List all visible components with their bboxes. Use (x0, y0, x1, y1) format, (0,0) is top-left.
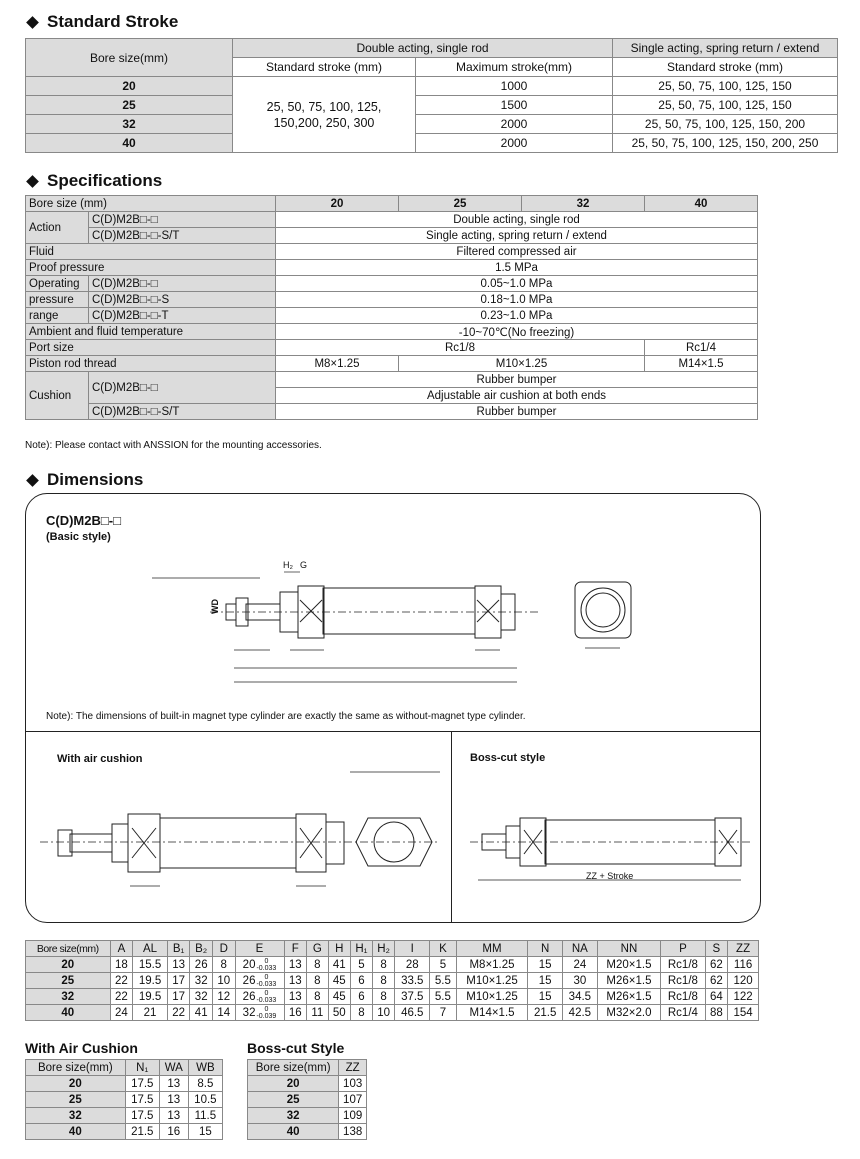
dim-cell-zz: 154 (728, 1005, 759, 1021)
zz-stroke-label: ZZ + Stroke (586, 871, 634, 881)
dim-cell-n: 15 (528, 957, 563, 973)
dim-cell-zz: 116 (728, 957, 759, 973)
dim-cell-h: 45 (328, 989, 351, 1005)
air-cushion-header: WA (159, 1060, 188, 1076)
stroke-row-bore: 40 (26, 134, 233, 153)
air-cushion-label: With air cushion (57, 753, 143, 765)
boss-cut-zz: 107 (339, 1092, 367, 1108)
dim-cell-h1: 6 (351, 989, 373, 1005)
dim-table-header: P (661, 941, 705, 957)
dim-table-header: NA (563, 941, 598, 957)
air-cushion-bore: 20 (26, 1076, 126, 1092)
boss-cut-header: Bore size(mm) (248, 1060, 339, 1076)
spec-model: C(D)M2B□-□ (89, 372, 276, 404)
dim-table-header: MM (456, 941, 528, 957)
spec-bore-value: 40 (645, 196, 758, 212)
dim-table-header: H (328, 941, 351, 957)
stroke-row-max: 2000 (416, 115, 613, 134)
dim-cell-g: 8 (307, 989, 328, 1005)
dim-cell-a: 18 (110, 957, 133, 973)
dim-cell-nn: M32×2.0 (597, 1005, 660, 1021)
dim-e-tolerance (256, 958, 276, 972)
stroke-row-single: 25, 50, 75, 100, 125, 150, 200, 250 (613, 134, 838, 153)
dimensions-table (25, 940, 759, 1021)
specifications-title: Specifications (28, 171, 162, 191)
standard-stroke-header: Standard stroke (mm) (233, 58, 416, 77)
spec-bore-value: 32 (522, 196, 645, 212)
air-cushion-n1: 17.5 (125, 1076, 159, 1092)
air-cushion-n1: 21.5 (125, 1124, 159, 1140)
dim-e-upper: 0 (264, 973, 269, 981)
air-cushion-n1: 17.5 (125, 1108, 159, 1124)
dim-cell-a: 24 (110, 1005, 133, 1021)
dim-cell-d: 10 (212, 973, 235, 989)
dim-e-value: 26 (242, 974, 256, 987)
dim-cell-e (235, 957, 284, 973)
dim-cell-mm: M10×1.25 (456, 989, 528, 1005)
dim-cell-i: 37.5 (395, 989, 430, 1005)
dim-cell-bore: 20 (26, 957, 111, 973)
dim-cell-h2: 8 (372, 973, 395, 989)
dim-cell-d: 8 (212, 957, 235, 973)
dim-e-lower: -0.033 (256, 996, 277, 1004)
dim-cell-bore: 25 (26, 973, 111, 989)
dim-cell-f: 13 (284, 973, 307, 989)
spec-value: M14×1.5 (645, 356, 758, 372)
stroke-row-max: 1000 (416, 77, 613, 96)
wd-label: WD (210, 599, 220, 614)
stroke-row-single: 25, 50, 75, 100, 125, 150 (613, 96, 838, 115)
spec-note: Note): Please contact with ANSSION for the mounting accessories. (25, 440, 322, 451)
dim-table-header: Bore size(mm) (26, 941, 111, 957)
spec-value: Double acting, single rod (276, 212, 758, 228)
spec-bore-value: 20 (276, 196, 399, 212)
spec-value: -10~70℃(No freezing) (276, 324, 758, 340)
dim-cell-e (235, 989, 284, 1005)
dim-cell-i: 33.5 (395, 973, 430, 989)
stroke-row-bore: 20 (26, 77, 233, 96)
dim-cell-k: 7 (430, 1005, 457, 1021)
dim-cell-h: 45 (328, 973, 351, 989)
dim-e-upper: 0 (264, 989, 269, 997)
boss-cut-bore: 20 (248, 1076, 339, 1092)
spec-value: 0.18~1.0 MPa (276, 292, 758, 308)
dim-e-value: 26 (242, 990, 256, 1003)
h2-label: H₂ (283, 560, 293, 570)
double-standard-strokes: 25, 50, 75, 100, 125, 150,200, 250, 300 (233, 77, 416, 153)
dim-cell-h2: 8 (372, 989, 395, 1005)
spec-port-label: Port size (26, 340, 276, 356)
dim-cell-bore: 32 (26, 989, 111, 1005)
stroke-row-single: 25, 50, 75, 100, 125, 150, 200 (613, 115, 838, 134)
dim-table-header: A (110, 941, 133, 957)
air-cushion-wb: 10.5 (188, 1092, 222, 1108)
g-label: G (300, 560, 308, 570)
dim-e-tolerance (256, 1006, 276, 1020)
dim-cell-b2: 41 (190, 1005, 213, 1021)
spec-value: Rubber bumper (276, 404, 758, 420)
spec-model: C(D)M2B□-□-T (89, 308, 276, 324)
dim-table-header: N (528, 941, 563, 957)
spec-value: 0.23~1.0 MPa (276, 308, 758, 324)
spec-proof-label: Proof pressure (26, 260, 276, 276)
spec-bore-value: 25 (399, 196, 522, 212)
air-cushion-bore: 40 (26, 1124, 126, 1140)
spec-action-label: Action (26, 212, 89, 244)
boss-cut-table (247, 1059, 367, 1140)
air-cushion-bore: 32 (26, 1108, 126, 1124)
dim-cell-bore: 40 (26, 1005, 111, 1021)
dim-e-upper: 0 (264, 957, 269, 965)
dim-table-header: NN (597, 941, 660, 957)
dim-cell-s: 62 (705, 973, 728, 989)
dim-cell-f: 16 (284, 1005, 307, 1021)
air-cushion-header: WB (188, 1060, 222, 1076)
standard-stroke-header-2: Standard stroke (mm) (613, 58, 838, 77)
dim-cell-n: 21.5 (528, 1005, 563, 1021)
boss-cut-header: ZZ (339, 1060, 367, 1076)
dim-table-header: I (395, 941, 430, 957)
dim-cell-na: 30 (563, 973, 598, 989)
dim-cell-g: 8 (307, 973, 328, 989)
air-cushion-wb: 11.5 (188, 1108, 222, 1124)
boss-cut-zz: 109 (339, 1108, 367, 1124)
boss-cut-bore: 40 (248, 1124, 339, 1140)
dim-e-lower: -0.039 (256, 1012, 277, 1020)
spec-model: C(D)M2B□-□-S/T (89, 228, 276, 244)
dim-e-tolerance (256, 990, 276, 1004)
dim-cell-h2: 8 (372, 957, 395, 973)
spec-value: 1.5 MPa (276, 260, 758, 276)
boss-cut-zz: 138 (339, 1124, 367, 1140)
air-cushion-wa: 16 (159, 1124, 188, 1140)
dim-cell-al: 19.5 (133, 989, 168, 1005)
dim-cell-h1: 8 (351, 1005, 373, 1021)
dim-cell-e (235, 1005, 284, 1021)
air-cushion-header: N₁ (125, 1060, 159, 1076)
dim-table-header: G (307, 941, 328, 957)
dim-cell-f: 13 (284, 957, 307, 973)
air-cushion-n1: 17.5 (125, 1092, 159, 1108)
dim-cell-n: 15 (528, 973, 563, 989)
dim-e-upper: 0 (264, 1005, 269, 1013)
spec-value: Rc1/8 (276, 340, 645, 356)
dimensions-note: Note): The dimensions of built-in magnet type cylinder are exactly the same as without-magnet type cylinder. (46, 711, 526, 722)
air-cushion-wb: 8.5 (188, 1076, 222, 1092)
spec-bore-label: Bore size (mm) (26, 196, 276, 212)
air-cushion-bore: 25 (26, 1092, 126, 1108)
dim-cell-al: 19.5 (133, 973, 168, 989)
spec-thread-label: Piston rod thread (26, 356, 276, 372)
dim-cell-p: Rc1/8 (661, 973, 705, 989)
dim-cell-f: 13 (284, 989, 307, 1005)
dim-cell-h: 41 (328, 957, 351, 973)
dim-cell-nn: M26×1.5 (597, 989, 660, 1005)
dim-cell-g: 8 (307, 957, 328, 973)
dim-cell-d: 14 (212, 1005, 235, 1021)
dim-cell-b1: 17 (167, 973, 190, 989)
dim-table-header: B₂ (190, 941, 213, 957)
dim-table-header: K (430, 941, 457, 957)
spec-value: M8×1.25 (276, 356, 399, 372)
dim-cell-h1: 5 (351, 957, 373, 973)
dim-cell-i: 46.5 (395, 1005, 430, 1021)
dim-cell-b2: 32 (190, 973, 213, 989)
spec-model: C(D)M2B□-□ (89, 276, 276, 292)
dim-cell-na: 24 (563, 957, 598, 973)
dim-table-header: AL (133, 941, 168, 957)
boss-cut-label: Boss-cut style (470, 752, 546, 764)
spec-value: Rubber bumper (276, 372, 758, 388)
spec-value: Single acting, spring return / extend (276, 228, 758, 244)
dim-table-header: D (212, 941, 235, 957)
spec-value: M10×1.25 (399, 356, 645, 372)
dim-e-lower: -0.033 (256, 964, 277, 972)
dim-cell-k: 5 (430, 957, 457, 973)
spec-model: C(D)M2B□-□-S/T (89, 404, 276, 420)
dim-cell-mm: M14×1.5 (456, 1005, 528, 1021)
air-cushion-table-title: With Air Cushion (25, 1040, 138, 1056)
spec-value: Adjustable air cushion at both ends (276, 388, 758, 404)
stroke-row-max: 1500 (416, 96, 613, 115)
dim-cell-nn: M26×1.5 (597, 973, 660, 989)
boss-cut-zz: 103 (339, 1076, 367, 1092)
dim-cell-k: 5.5 (430, 989, 457, 1005)
dim-table-header: E (235, 941, 284, 957)
stroke-row-bore: 32 (26, 115, 233, 134)
standard-stroke-title: Standard Stroke (28, 12, 178, 32)
dim-e-value: 32 (242, 1006, 256, 1019)
spec-model: C(D)M2B□-□ (89, 212, 276, 228)
dim-cell-g: 11 (307, 1005, 328, 1021)
dim-e-tolerance (256, 974, 276, 988)
dim-cell-h: 50 (328, 1005, 351, 1021)
spec-value: Filtered compressed air (276, 244, 758, 260)
dim-cell-al: 21 (133, 1005, 168, 1021)
dim-cell-nn: M20×1.5 (597, 957, 660, 973)
bore-size-header: Bore size(mm) (26, 39, 233, 77)
dim-cell-b2: 32 (190, 989, 213, 1005)
dim-table-header: ZZ (728, 941, 759, 957)
air-cushion-wa: 13 (159, 1076, 188, 1092)
dim-cell-h2: 10 (372, 1005, 395, 1021)
dimensions-title: Dimensions (28, 470, 143, 490)
dim-table-header: H₁ (351, 941, 373, 957)
dim-cell-e (235, 973, 284, 989)
dim-cell-al: 15.5 (133, 957, 168, 973)
dim-cell-d: 12 (212, 989, 235, 1005)
dim-cell-a: 22 (110, 973, 133, 989)
dim-cell-zz: 120 (728, 973, 759, 989)
dim-cell-p: Rc1/8 (661, 989, 705, 1005)
air-cushion-header: Bore size(mm) (26, 1060, 126, 1076)
dim-e-value: 20 (242, 958, 256, 971)
air-cushion-wa: 13 (159, 1108, 188, 1124)
dim-cell-a: 22 (110, 989, 133, 1005)
dim-e-lower: -0.033 (256, 980, 277, 988)
dim-cell-h1: 6 (351, 973, 373, 989)
dim-cell-s: 64 (705, 989, 728, 1005)
spec-value: 0.05~1.0 MPa (276, 276, 758, 292)
dim-cell-n: 15 (528, 989, 563, 1005)
dim-cell-i: 28 (395, 957, 430, 973)
dim-table-header: F (284, 941, 307, 957)
spec-cushion-label: Cushion (26, 372, 89, 420)
basic-style-label: (Basic style) (46, 531, 111, 543)
dim-cell-k: 5.5 (430, 973, 457, 989)
dim-cell-zz: 122 (728, 989, 759, 1005)
spec-fluid-label: Fluid (26, 244, 276, 260)
double-acting-header: Double acting, single rod (233, 39, 613, 58)
dim-cell-p: Rc1/4 (661, 1005, 705, 1021)
dim-cell-p: Rc1/8 (661, 957, 705, 973)
air-cushion-table (25, 1059, 223, 1140)
stroke-row-bore: 25 (26, 96, 233, 115)
dim-cell-mm: M8×1.25 (456, 957, 528, 973)
spec-value: Rc1/4 (645, 340, 758, 356)
stroke-row-max: 2000 (416, 134, 613, 153)
dim-cell-s: 88 (705, 1005, 728, 1021)
boss-cut-bore: 25 (248, 1092, 339, 1108)
dim-cell-b1: 13 (167, 957, 190, 973)
spec-op-label: range (26, 308, 89, 324)
dim-cell-na: 34.5 (563, 989, 598, 1005)
dim-cell-na: 42.5 (563, 1005, 598, 1021)
spec-op-label: Operating (26, 276, 89, 292)
spec-model: C(D)M2B□-□-S (89, 292, 276, 308)
dim-cell-b2: 26 (190, 957, 213, 973)
spec-op-label: pressure (26, 292, 89, 308)
dim-table-header: H₂ (372, 941, 395, 957)
boss-cut-table-title: Boss-cut Style (247, 1040, 345, 1056)
dim-cell-mm: M10×1.25 (456, 973, 528, 989)
single-acting-header: Single acting, spring return / extend (613, 39, 838, 58)
dim-cell-b1: 17 (167, 989, 190, 1005)
spec-temp-label: Ambient and fluid temperature (26, 324, 276, 340)
basic-model-label: C(D)M2B□-□ (46, 513, 121, 528)
dim-cell-s: 62 (705, 957, 728, 973)
stroke-row-single: 25, 50, 75, 100, 125, 150 (613, 77, 838, 96)
dim-table-header: S (705, 941, 728, 957)
air-cushion-wb: 15 (188, 1124, 222, 1140)
boss-cut-bore: 32 (248, 1108, 339, 1124)
air-cushion-wa: 13 (159, 1092, 188, 1108)
dim-cell-b1: 22 (167, 1005, 190, 1021)
maximum-stroke-header: Maximum stroke(mm) (416, 58, 613, 77)
dim-table-header: B₁ (167, 941, 190, 957)
